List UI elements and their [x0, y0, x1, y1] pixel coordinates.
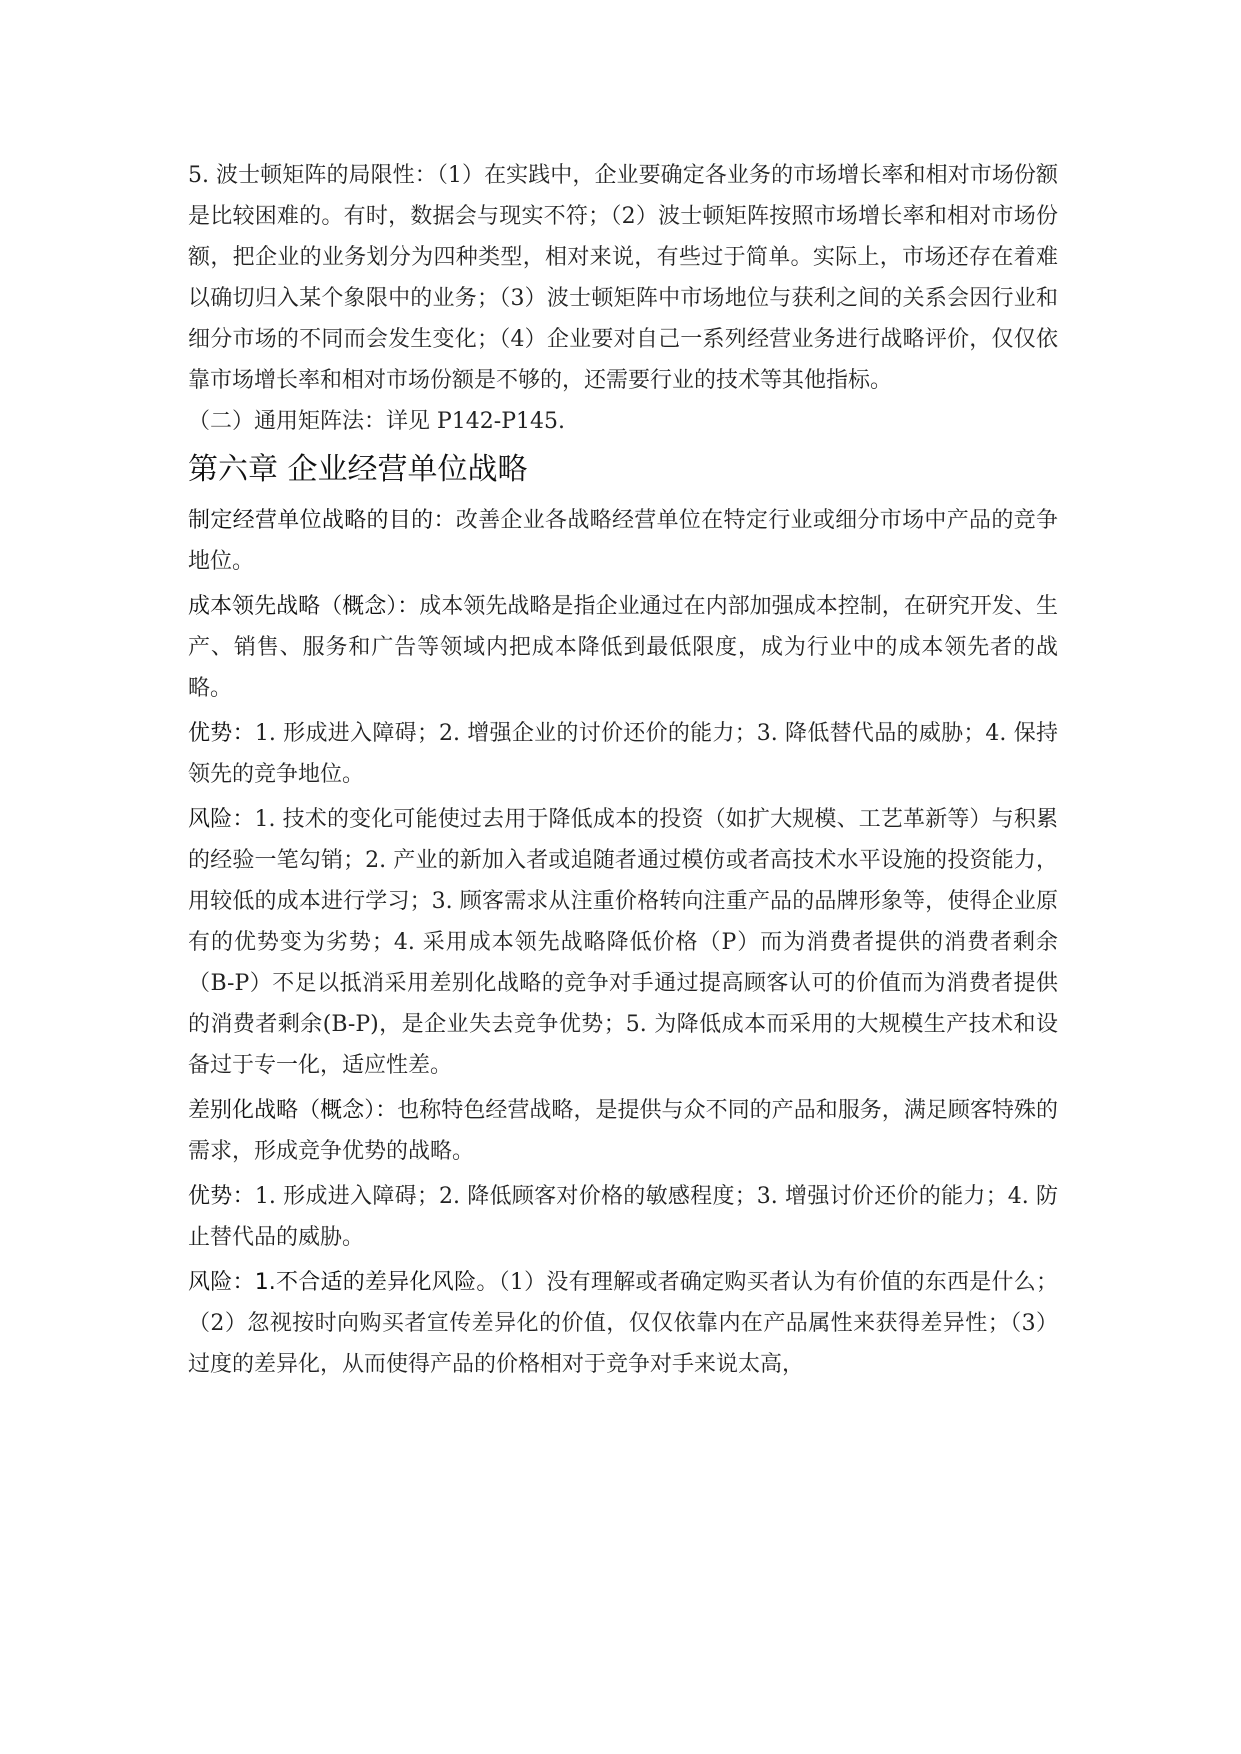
cost-risks-text: 1. 技术的变化可能使过去用于降低成本的投资（如扩大规模、工艺革新等）与积累的经验一笔勾销；2. 产业的新加入者或追随者通过模仿或者高技术水平设施的投资能力，用较低的成本进行学习；3. 顾客需求从注重价格转向注重产品的品牌形象等，使得企业原有的优势变为劣势；4. 采用成本领先战略降低价格（P）而为消费者提供的消费者剩余（B-P）不足以抵消采用差别化战略的竞争对手通过提高顾客认可的价值而为消费者提供的消费者剩余(B-P)，是企业失去竞争优势；5. 为降低成本而采用的大规模生产技术和设备过于专一化，适应性差。	[188, 807, 1058, 1078]
cost-leadership-label: 成本领先战略（概念）：	[188, 594, 420, 619]
differentiation-text: 也称特色经营战略，是提供与众不同的产品和服务，满足顾客特殊的需求，形成竞争优势的战略。	[188, 1098, 1058, 1164]
document-body	[188, 155, 1058, 1385]
chapter-title: 第六章 企业经营单位战略	[188, 452, 528, 487]
diff-advantages-text: 1. 形成进入障碍；2. 降低顾客对价格的敏感程度；3. 增强讨价还价的能力；4. 防止替代品的威胁。	[188, 1184, 1058, 1250]
cost-advantages-text: 1. 形成进入障碍；2. 增强企业的讨价还价的能力；3. 降低替代品的威胁；4. 保持领先的竞争地位。	[188, 721, 1058, 787]
diff-risks-text: （1）没有理解或者确定购买者认为有价值的东西是什么；（2）忽视按时向购买者宣传差异化的价值，仅仅依靠内在产品属性来获得差异性；（3）过度的差异化，从而使得产品的价格相对于竞争对手来说太高，	[188, 1270, 1059, 1377]
section-5-paragraph: 5. 波士顿矩阵的局限性：（1）在实践中，企业要确定各业务的市场增长率和相对市场份额是比较困难的。有时，数据会与现实不符；（2）波士顿矩阵按照市场增长率和相对市场份额，把企业的业务划分为四种类型，相对来说，有些过于简单。实际上，市场还存在着难以确切归入某个象限中的业务；（3）波士顿矩阵中市场地位与获利之间的关系会因行业和细分市场的不同而会发生变化；（4）企业要对自己一系列经营业务进行战略评价，仅仅依靠市场增长率和相对市场份额是不够的，还需要行业的技术等其他指标。	[188, 163, 1058, 393]
cost-advantages-label: 优势：	[188, 721, 255, 746]
differentiation-label: 差别化战略（概念）：	[188, 1098, 398, 1123]
purpose-text: 改善企业各战略经营单位在特定行业或细分市场中产品的竞争地位。	[188, 508, 1058, 574]
purpose-paragraph	[188, 500, 1058, 582]
cost-leadership-paragraph	[188, 586, 1058, 709]
cost-leadership-text: 成本领先战略是指企业通过在内部加强成本控制，在研究开发、生产、销售、服务和广告等领域内把成本降低到最低限度，成为行业中的成本领先者的战略。	[188, 594, 1058, 701]
cost-risks-paragraph	[188, 799, 1058, 1086]
cost-advantages-paragraph	[188, 713, 1058, 795]
diff-risks-paragraph	[188, 1262, 1058, 1385]
purpose-label: 制定经营单位战略的目的：	[188, 508, 456, 533]
diff-advantages-label: 优势：	[188, 1184, 255, 1209]
cost-risks-label: 风险：	[188, 807, 255, 832]
general-matrix-line: （二）通用矩阵法：详见 P142-P145.	[188, 409, 566, 434]
diff-risks-label: 风险：1.不合适的差异化风险。	[188, 1270, 499, 1295]
diff-advantages-paragraph	[188, 1176, 1058, 1258]
differentiation-paragraph	[188, 1090, 1058, 1172]
